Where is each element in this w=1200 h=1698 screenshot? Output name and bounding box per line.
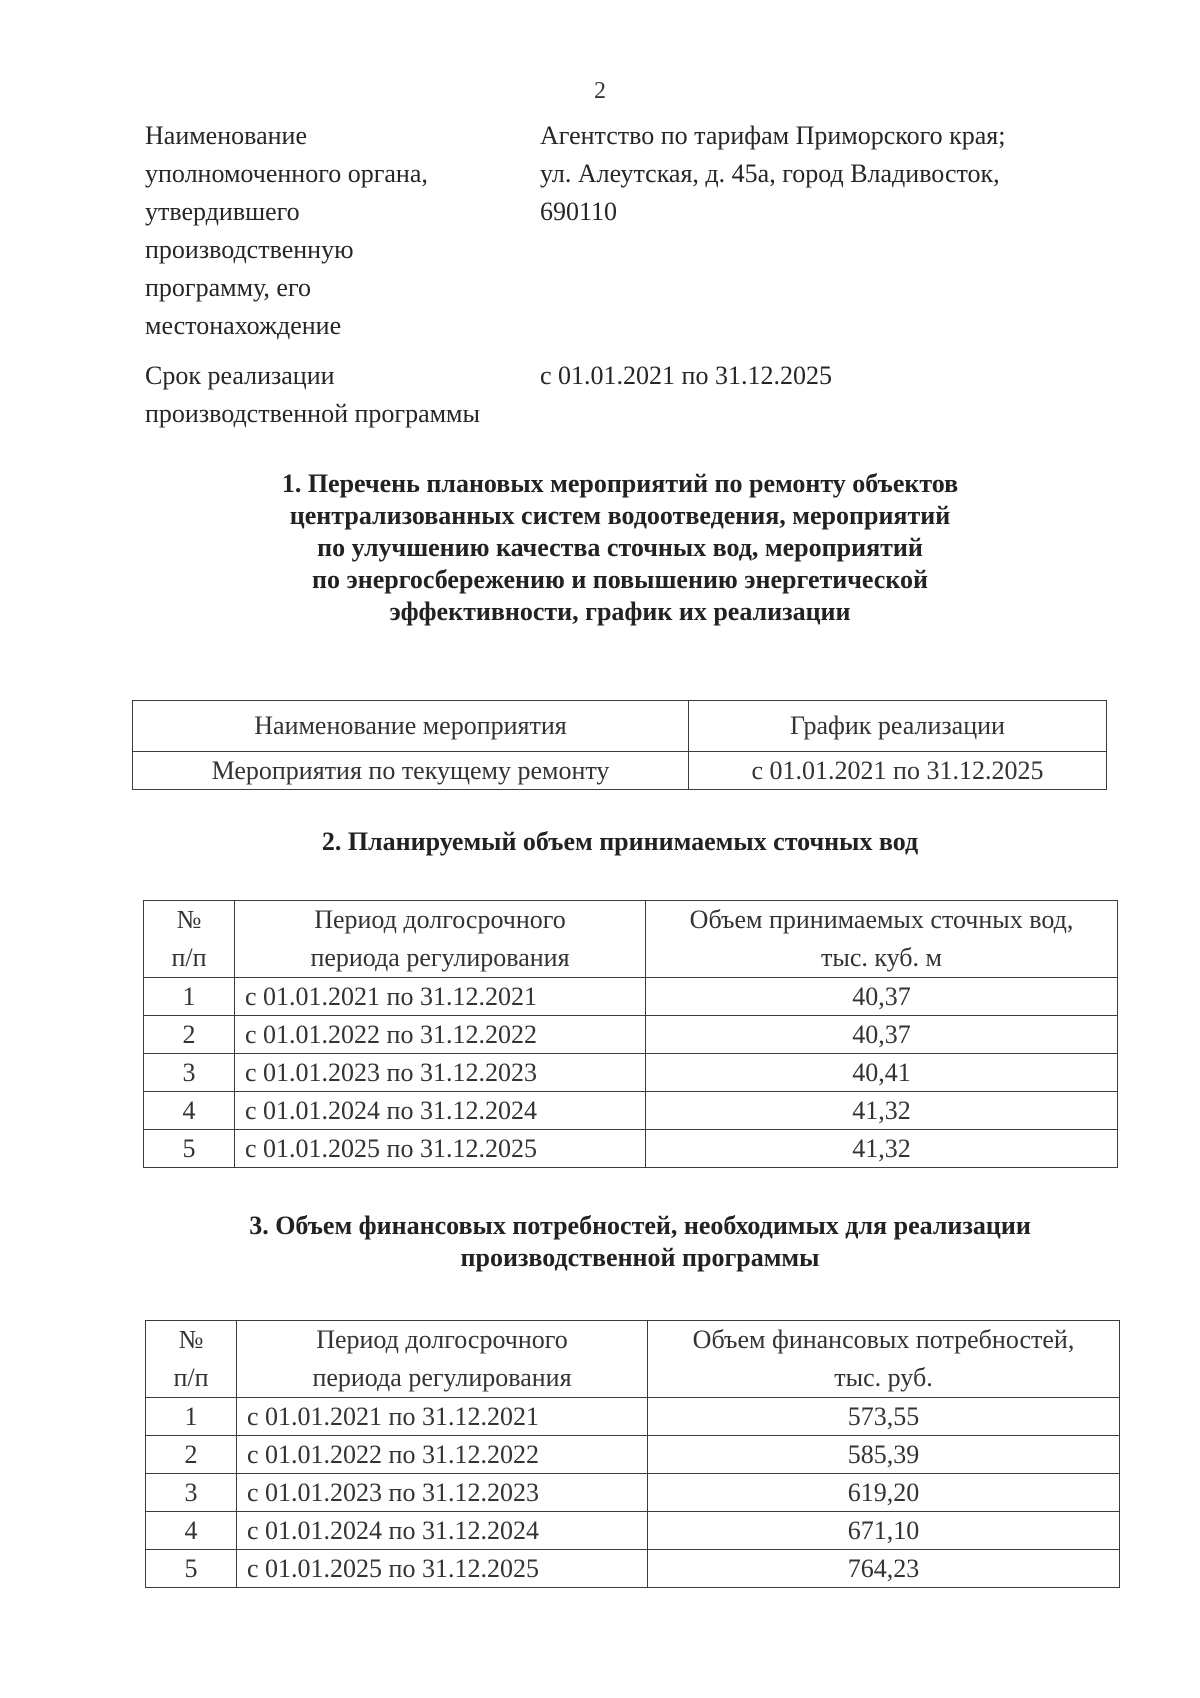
authority-label-line: утвердившего — [145, 197, 300, 226]
term-label — [145, 357, 525, 433]
authority-value-line: 690110 — [540, 197, 618, 226]
header-line: Объем финансовых потребностей, — [692, 1325, 1075, 1354]
table-header-row — [133, 701, 1107, 752]
row-number-cell: 1 — [144, 978, 235, 1016]
table-row — [146, 1550, 1120, 1588]
authority-label-line: уполномоченного органа, — [145, 159, 428, 188]
table-row — [144, 1054, 1118, 1092]
table-row — [133, 752, 1107, 790]
row-number-cell: 3 — [146, 1474, 237, 1512]
table-row — [146, 1512, 1120, 1550]
header-line: Объем принимаемых сточных вод, — [689, 905, 1074, 934]
row-number-cell: 4 — [144, 1092, 235, 1130]
period-cell: с 01.01.2021 по 31.12.2021 — [237, 1398, 648, 1436]
column-header-period — [237, 1321, 648, 1398]
header-line: периода регулирования — [312, 1363, 572, 1392]
table-row — [146, 1474, 1120, 1512]
value-cell: 41,32 — [646, 1092, 1118, 1130]
row-number-cell: 5 — [144, 1130, 235, 1168]
schedule-cell: с 01.01.2021 по 31.12.2025 — [689, 752, 1107, 790]
value-cell: 585,39 — [648, 1436, 1120, 1474]
section1-title-line: 1. Перечень плановых мероприятий по ремонту объектов — [281, 469, 959, 498]
header-line: тыс. куб. м — [821, 943, 942, 972]
period-cell: с 01.01.2023 по 31.12.2023 — [235, 1054, 646, 1092]
value-cell: 41,32 — [646, 1130, 1118, 1168]
activity-name-cell: Мероприятия по текущему ремонту — [133, 752, 689, 790]
section1-title-line: эффективности, график их реализации — [389, 597, 851, 626]
row-number-cell: 2 — [146, 1436, 237, 1474]
term-value: с 01.01.2021 по 31.12.2025 — [540, 361, 832, 390]
column-header: График реализации — [689, 701, 1107, 752]
term-label-line: Срок реализации — [145, 361, 335, 390]
section3-title-line: 3. Объем финансовых потребностей, необходимых для реализации — [249, 1211, 1031, 1240]
header-line: Период долгосрочного — [316, 1325, 568, 1354]
period-cell: с 01.01.2022 по 31.12.2022 — [235, 1016, 646, 1054]
authority-label-line: местонахождение — [145, 311, 342, 340]
section3-title-line: производственной программы — [460, 1243, 820, 1272]
authority-label — [145, 117, 525, 345]
activities-table — [132, 700, 1107, 790]
row-number-cell: 5 — [146, 1550, 237, 1588]
column-header-period — [235, 901, 646, 978]
table-row — [144, 1092, 1118, 1130]
section3-title — [140, 1210, 1140, 1274]
value-cell: 40,37 — [646, 1016, 1118, 1054]
column-header-num — [144, 901, 235, 978]
column-header-value — [646, 901, 1118, 978]
period-cell: с 01.01.2024 по 31.12.2024 — [235, 1092, 646, 1130]
header-line: п/п — [171, 943, 207, 972]
value-cell: 40,37 — [646, 978, 1118, 1016]
table-row — [146, 1436, 1120, 1474]
header-line: тыс. руб. — [834, 1363, 933, 1392]
wastewater-volume-table — [143, 900, 1118, 1168]
row-number-cell: 1 — [146, 1398, 237, 1436]
section1-title-line: по энергосбережению и повышению энергетической — [312, 565, 928, 594]
authority-label-line: производственную — [145, 235, 354, 264]
column-header-value — [648, 1321, 1120, 1398]
period-cell: с 01.01.2024 по 31.12.2024 — [237, 1512, 648, 1550]
header-line: Период долгосрочного — [314, 905, 566, 934]
table-row — [146, 1398, 1120, 1436]
value-cell: 619,20 — [648, 1474, 1120, 1512]
section1-title — [130, 468, 1110, 628]
authority-value — [540, 117, 1100, 231]
financial-needs-table — [145, 1320, 1120, 1588]
header-line: № — [176, 905, 202, 934]
authority-value-line: ул. Алеутская, д. 45а, город Владивосток, — [540, 159, 1000, 188]
term-label-line: производственной программы — [145, 399, 480, 428]
authority-label-line: Наименование — [145, 121, 307, 150]
value-cell: 573,55 — [648, 1398, 1120, 1436]
value-cell: 764,23 — [648, 1550, 1120, 1588]
period-cell: с 01.01.2025 по 31.12.2025 — [235, 1130, 646, 1168]
period-cell: с 01.01.2023 по 31.12.2023 — [237, 1474, 648, 1512]
header-line: периода регулирования — [310, 943, 570, 972]
section2-title: 2. Планируемый объем принимаемых сточных вод — [321, 827, 919, 856]
row-number-cell: 4 — [146, 1512, 237, 1550]
table-row — [144, 1016, 1118, 1054]
column-header: Наименование мероприятия — [133, 701, 689, 752]
period-cell: с 01.01.2021 по 31.12.2021 — [235, 978, 646, 1016]
page-number: 2 — [594, 78, 606, 104]
section1-title-line: централизованных систем водоотведения, мероприятий — [289, 501, 951, 530]
row-number-cell: 2 — [144, 1016, 235, 1054]
column-header-num — [146, 1321, 237, 1398]
authority-label-line: программу, его — [145, 273, 311, 302]
authority-value-line: Агентство по тарифам Приморского края; — [540, 121, 1006, 150]
header-line: № — [178, 1325, 204, 1354]
period-cell: с 01.01.2022 по 31.12.2022 — [237, 1436, 648, 1474]
period-cell: с 01.01.2025 по 31.12.2025 — [237, 1550, 648, 1588]
table-row — [144, 978, 1118, 1016]
table-header-row — [146, 1321, 1120, 1398]
value-cell: 671,10 — [648, 1512, 1120, 1550]
section1-title-line: по улучшению качества сточных вод, мероприятий — [317, 533, 923, 562]
header-line: п/п — [173, 1363, 209, 1392]
table-row — [144, 1130, 1118, 1168]
table-header-row — [144, 901, 1118, 978]
value-cell: 40,41 — [646, 1054, 1118, 1092]
row-number-cell: 3 — [144, 1054, 235, 1092]
